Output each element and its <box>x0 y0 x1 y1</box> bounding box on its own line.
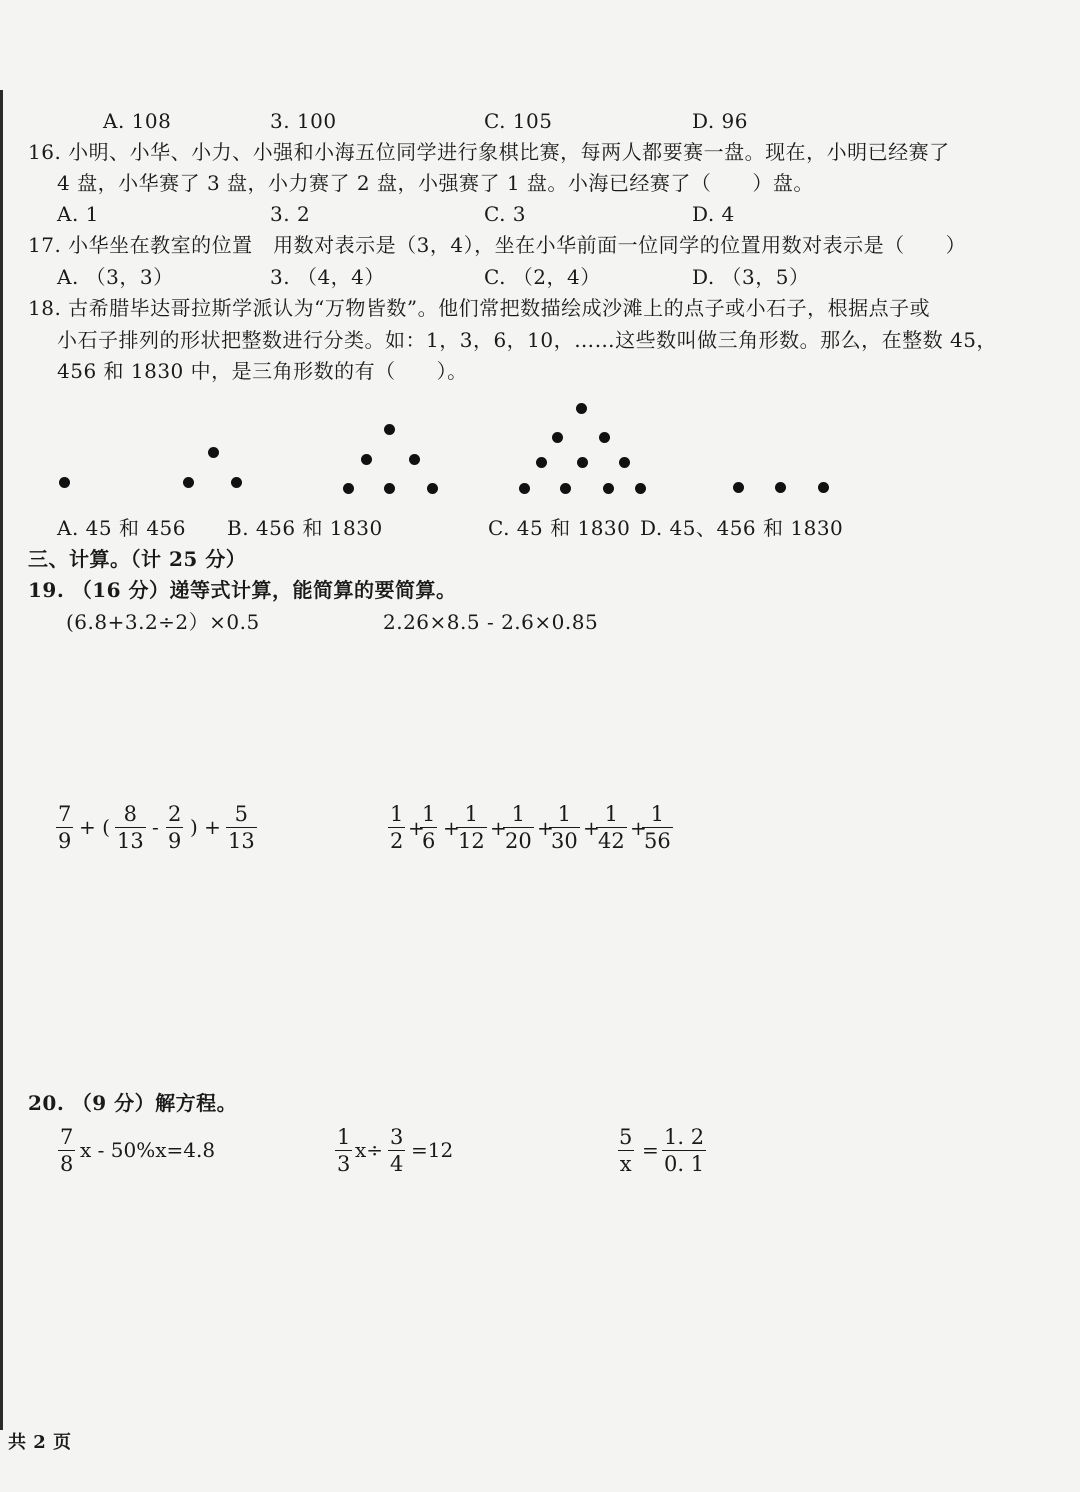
fraction <box>596 804 627 852</box>
operator: ) + <box>190 815 221 839</box>
denominator: 9 <box>168 829 182 853</box>
plus-sign: + <box>630 816 647 840</box>
denominator: 12 <box>458 829 485 853</box>
q16-option-a: A. 1 <box>57 202 99 226</box>
denominator: 20 <box>505 829 532 853</box>
dot <box>603 483 614 494</box>
fraction <box>456 804 487 852</box>
numerator: 1 <box>422 802 436 826</box>
fraction <box>335 1127 352 1175</box>
operator: + ( <box>79 815 110 839</box>
q18-line3: 456 和 1830 中，是三角形数的有（ ）。 <box>57 359 468 383</box>
q19-expression-2: 2.26×8.5 - 2.6×0.85 <box>383 610 599 634</box>
fraction <box>388 804 405 852</box>
denominator: x <box>619 1152 632 1176</box>
q18-option-b: B. 456 和 1830 <box>227 516 383 540</box>
dot <box>409 454 420 465</box>
fraction <box>642 804 673 852</box>
q15-option-c: C. 105 <box>484 109 553 133</box>
q19-expression-1: (6.8+3.2÷2）×0.5 <box>66 610 260 634</box>
q16-line1: 16. 小明、小华、小力、小强和小海五位同学进行象棋比赛，每两人都要赛一盘。现在，小明已经赛了 <box>28 140 950 164</box>
q18-line2: 小石子排列的形状把整数进行分类。如：1，3，6，10，……这些数叫做三角形数。那么，在整数 45， <box>57 328 997 352</box>
numerator: 8 <box>123 802 138 826</box>
q17-option-d: D. （3，5） <box>692 265 810 289</box>
numerator: 1 <box>511 802 526 826</box>
q16-line2: 4 盘，小华赛了 3 盘，小力赛了 2 盘，小强赛了 1 盘。小海已经赛了（ ）盘。 <box>57 171 814 195</box>
numerator: 1 <box>604 802 619 826</box>
numerator: 1 <box>337 1125 351 1149</box>
dot <box>599 432 610 443</box>
q16-option-c: C. 3 <box>484 202 527 226</box>
dot <box>384 483 395 494</box>
plus-sign: + <box>537 816 554 840</box>
q20-title: 20. （9 分）解方程。 <box>28 1091 238 1115</box>
numerator: 7 <box>60 1125 74 1149</box>
numerator: 1 <box>650 802 665 826</box>
denominator: 8 <box>60 1152 74 1176</box>
plus-sign: + <box>443 816 460 840</box>
equation-rest: x - 50%x=4.8 <box>80 1138 216 1162</box>
numerator: 3 <box>390 1125 404 1149</box>
fraction <box>115 804 146 852</box>
dot <box>733 482 744 493</box>
equation-middle: x÷ <box>355 1138 384 1162</box>
numerator: 1. 2 <box>664 1125 705 1149</box>
q17-line1: 17. 小华坐在教室的位置 用数对表示是（3，4），坐在小华前面一位同学的位置用数对表示是（ ） <box>28 233 967 257</box>
dot <box>576 403 587 414</box>
q18-option-a: A. 45 和 456 <box>57 516 186 540</box>
denominator: 3 <box>337 1152 351 1176</box>
q18-option-d: D. 45、456 和 1830 <box>640 516 844 540</box>
denominator: 4 <box>390 1152 404 1176</box>
dot <box>560 483 571 494</box>
dot <box>635 483 646 494</box>
dot <box>343 483 354 494</box>
dot <box>183 477 194 488</box>
numerator: 1 <box>464 802 479 826</box>
dot <box>59 477 70 488</box>
dot <box>519 483 530 494</box>
dot <box>552 432 563 443</box>
fraction <box>617 1127 634 1175</box>
q16-option-b: 3. 2 <box>270 202 311 226</box>
plus-sign: + <box>408 816 425 840</box>
denominator: 13 <box>228 829 255 853</box>
denominator: 42 <box>598 829 625 853</box>
q16-option-d: D. 4 <box>692 202 735 226</box>
numerator: 1 <box>557 802 572 826</box>
denominator: 0. 1 <box>664 1152 705 1176</box>
fraction <box>549 804 580 852</box>
dot <box>231 477 242 488</box>
denominator: 2 <box>390 829 404 853</box>
dot <box>427 483 438 494</box>
numerator: 2 <box>168 802 182 826</box>
equals-sign: = <box>642 1138 659 1162</box>
denominator: 30 <box>551 829 578 853</box>
dot <box>361 454 372 465</box>
q15-option-b: 3. 100 <box>270 109 337 133</box>
dot <box>775 482 786 493</box>
denominator: 13 <box>117 829 144 853</box>
equation-rest: =12 <box>411 1138 454 1162</box>
q17-option-b: 3. （4，4） <box>270 265 385 289</box>
denominator: 9 <box>58 829 72 853</box>
dot <box>577 457 588 468</box>
numerator: 1 <box>390 802 404 826</box>
plus-sign: + <box>583 816 600 840</box>
q18-line1: 18. 古希腊毕达哥拉斯学派认为“万物皆数”。他们常把数描绘成沙滩上的点子或小石子，根据点子或 <box>28 296 931 320</box>
fraction <box>420 804 437 852</box>
q15-option-a: A. 108 <box>103 109 172 133</box>
dot <box>619 457 630 468</box>
section-title: 三、计算。（计 25 分） <box>28 547 247 571</box>
dot <box>384 424 395 435</box>
plus-sign: + <box>490 816 507 840</box>
fraction <box>166 804 183 852</box>
page-edge <box>0 90 3 1430</box>
fraction <box>56 804 73 852</box>
operator: - <box>152 815 159 839</box>
q17-option-c: C. （2，4） <box>484 265 601 289</box>
q17-option-a: A. （3，3） <box>57 265 174 289</box>
denominator: 6 <box>422 829 436 853</box>
dot <box>208 447 219 458</box>
q19-title: 19. （16 分）递等式计算，能简算的要简算。 <box>28 578 457 602</box>
dot <box>536 457 547 468</box>
page-count: 共 2 页 <box>8 1432 72 1453</box>
numerator: 7 <box>58 802 72 826</box>
fraction <box>388 1127 405 1175</box>
fraction <box>503 804 534 852</box>
fraction <box>226 804 257 852</box>
q18-option-c: C. 45 和 1830 <box>488 516 631 540</box>
q15-option-d: D. 96 <box>692 109 748 133</box>
denominator: 56 <box>644 829 671 853</box>
dot <box>818 482 829 493</box>
numerator: 5 <box>619 1125 633 1149</box>
fraction <box>58 1127 75 1175</box>
fraction <box>662 1127 706 1175</box>
numerator: 5 <box>234 802 249 826</box>
